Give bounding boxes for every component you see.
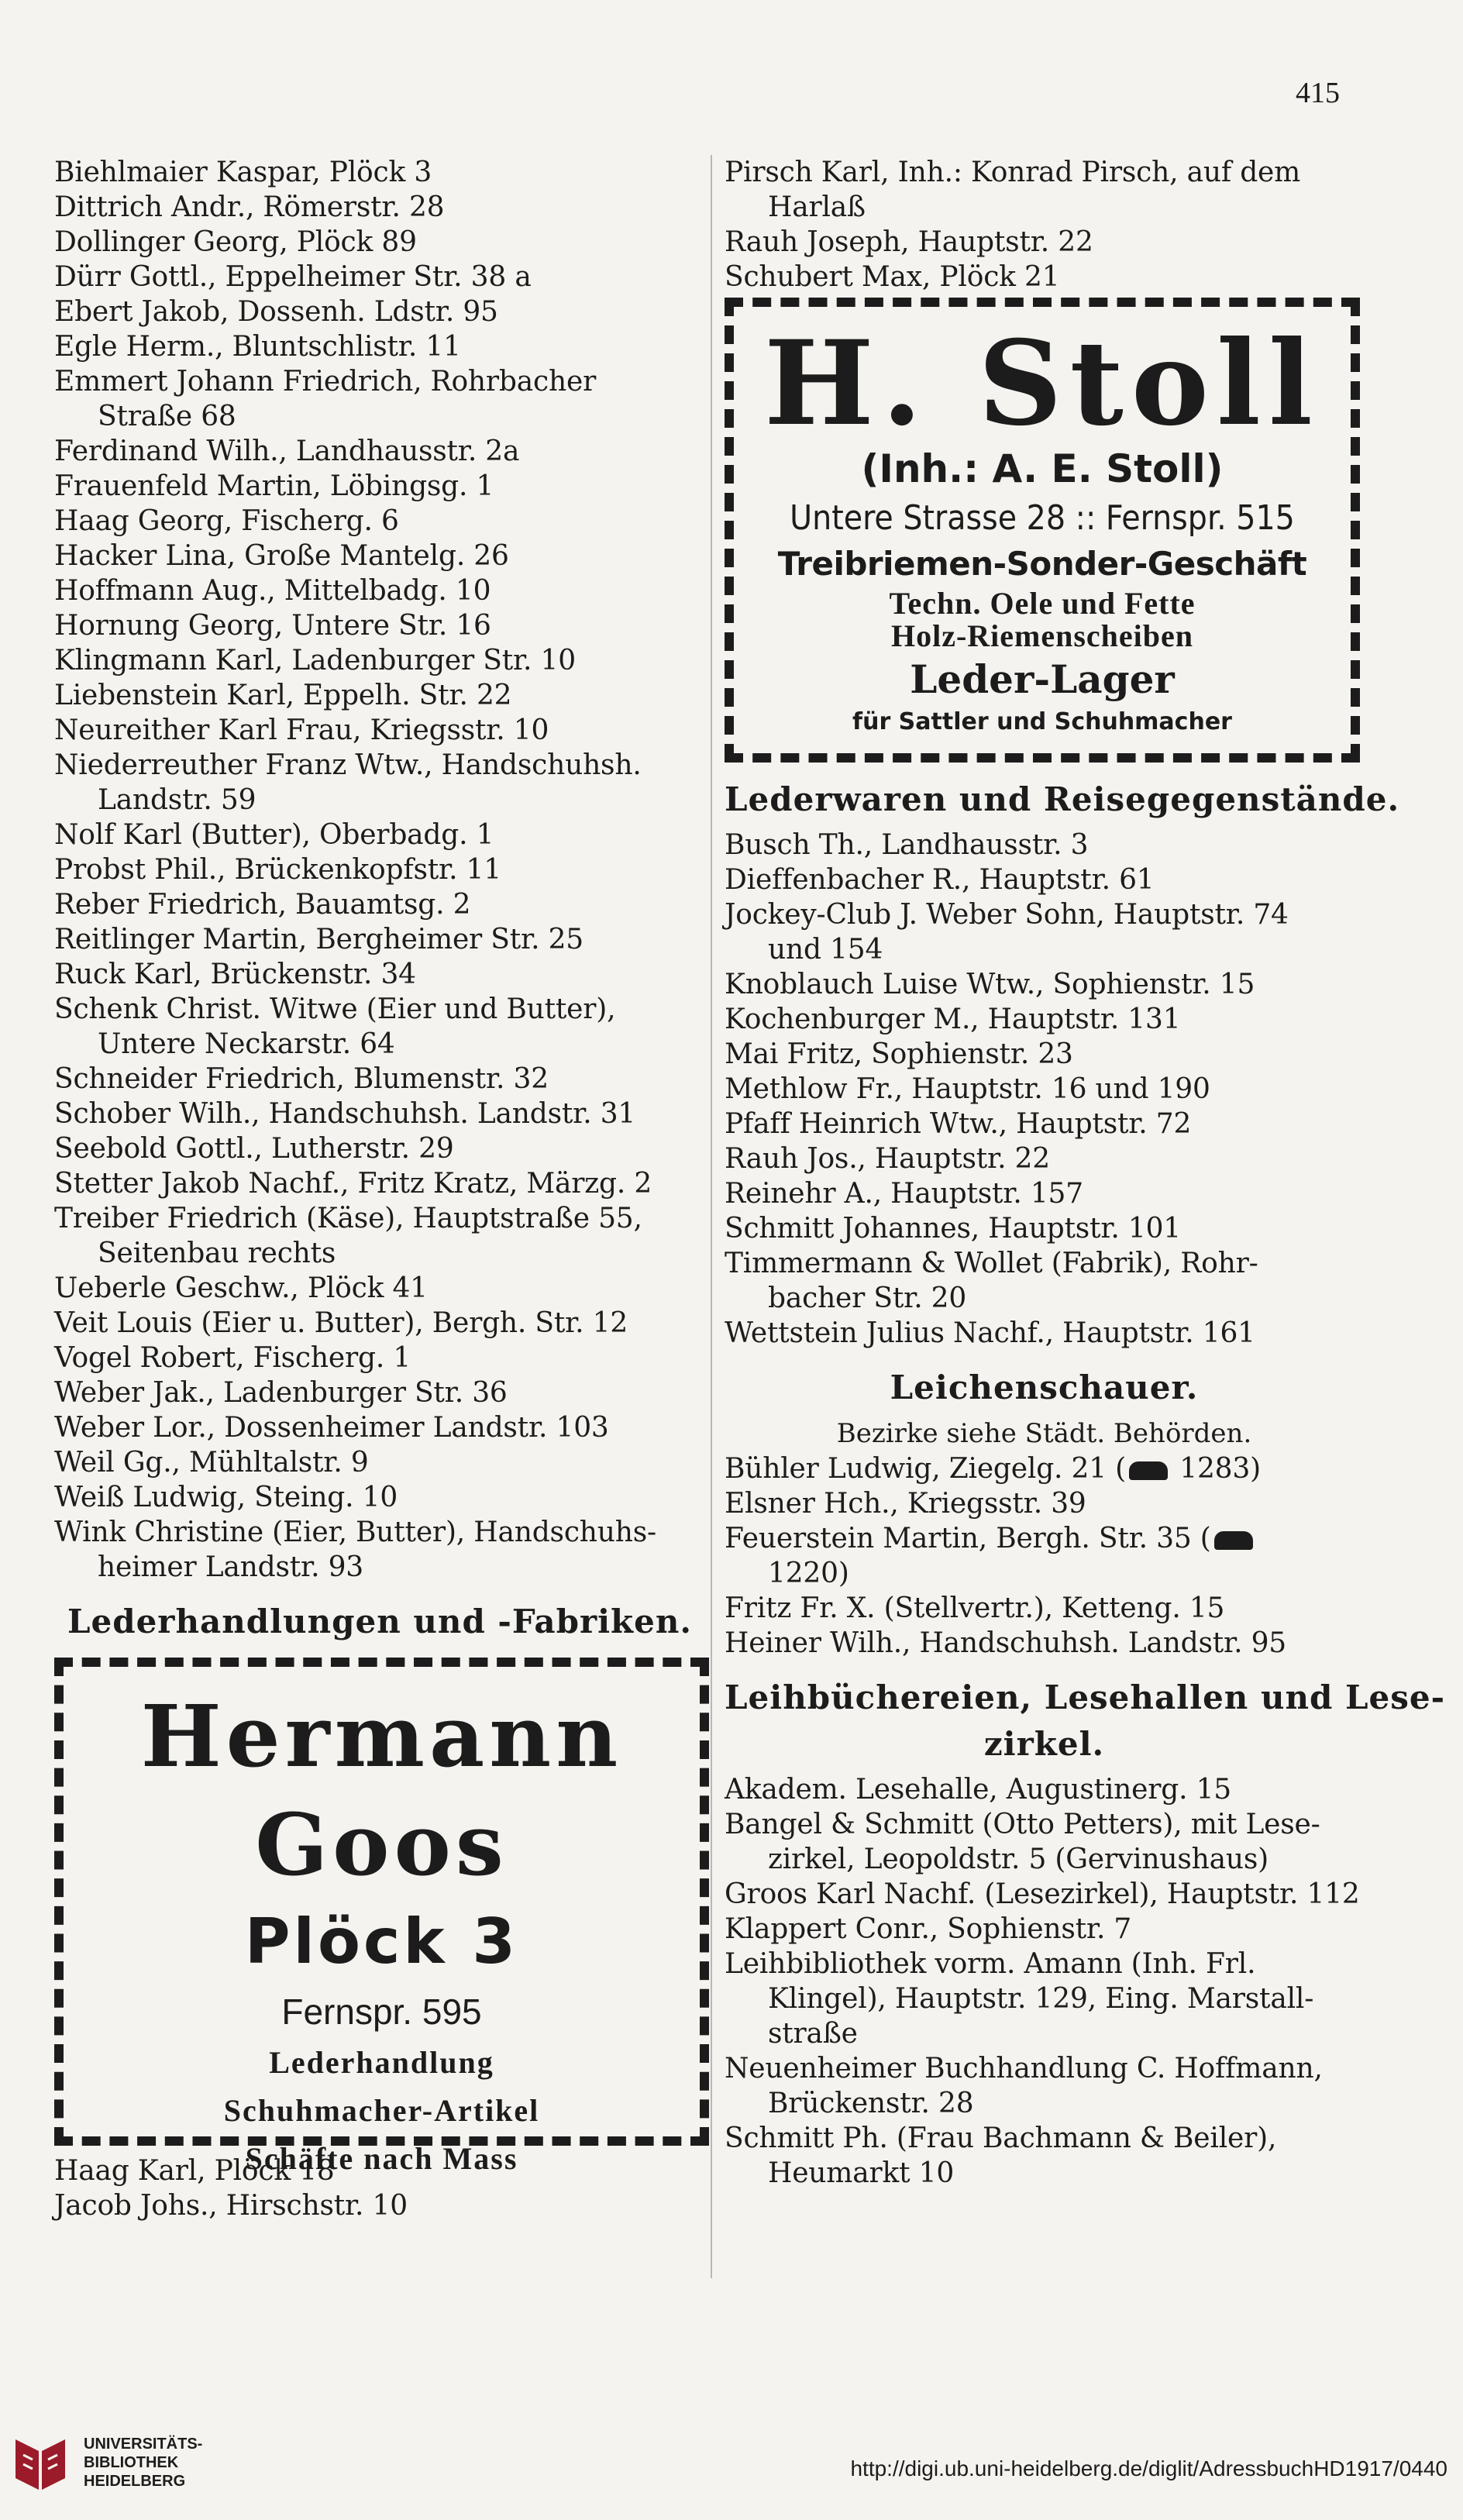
entry-line: Dollinger Georg, Plöck 89 (54, 226, 417, 258)
list-item (54, 992, 705, 1062)
entry-line: Pirsch Karl, Inh.: Konrad Pirsch, auf dem (725, 157, 1301, 188)
entry-line: Ruck Karl, Brückenstr. 34 (54, 959, 416, 990)
list-item (725, 1246, 1364, 1316)
list-item (54, 2188, 705, 2223)
list-item (725, 1521, 1364, 1591)
ad-stoll-goods2: Holz-Riemenscheiben (890, 618, 1194, 653)
list-item (54, 922, 705, 957)
entry-continuation: 1220) (768, 1558, 849, 1589)
entry-line: Ebert Jakob, Dossenh. Ldstr. 95 (54, 296, 498, 328)
telephone-icon (1129, 1461, 1168, 1480)
entry-line: Reinehr A., Hauptstr. 157 (725, 1178, 1083, 1210)
entry-line (725, 1591, 1364, 1626)
list-item (54, 852, 705, 887)
entry-continuation: Straße 68 (98, 401, 236, 432)
logo-line-3: HEIDELBERG (84, 2473, 186, 2490)
telephone-icon (1214, 1531, 1253, 1550)
entry-line: Niederreuther Franz Wtw., Handschuhsh. (54, 749, 642, 781)
list-item (54, 573, 705, 608)
list-item (725, 2121, 1364, 2191)
entry-line: Hacker Lina, Große Mantelg. 26 (54, 540, 509, 572)
leichenschauer-list (725, 1451, 1364, 1661)
list-item (725, 155, 1364, 225)
ad-stoll-owner: (Inh.: A. E. Stoll) (861, 446, 1224, 491)
right-column (725, 155, 1446, 2191)
list-item (54, 294, 705, 329)
entry-continuation: Klingel), Hauptstr. 129, Eing. Marstall- (768, 1983, 1314, 2015)
list-item (725, 1141, 1364, 1176)
entry-line: Rauh Joseph, Hauptstr. 22 (725, 226, 1093, 258)
list-item (725, 1947, 1364, 2051)
entry-line: Wettstein Julius Nachf., Hauptstr. 161 (725, 1317, 1255, 1349)
entry-line: Methlow Fr., Hauptstr. 16 und 190 (725, 1073, 1210, 1105)
list-item (725, 967, 1364, 1002)
page-number: 415 (1296, 77, 1340, 109)
list-item (54, 1445, 705, 1480)
ad-goos-street: Plöck 3 (244, 1905, 519, 1978)
ad-stoll-goods1: Techn. Oele und Fette (889, 586, 1196, 621)
entry-line (725, 1521, 1364, 1556)
entry-line: Seebold Gottl., Lutherstr. 29 (54, 1133, 454, 1165)
entry-text: Bühler Ludwig, Ziegelg. 21 ( (725, 1453, 1127, 1485)
library-logo-text (84, 2435, 202, 2491)
list-item (725, 1486, 1364, 1521)
list-item (725, 2051, 1364, 2121)
list-item (725, 260, 1364, 294)
list-item (725, 1316, 1364, 1351)
entry-line: Rauh Jos., Hauptstr. 22 (725, 1143, 1050, 1175)
entry-line: Schneider Friedrich, Blumenstr. 32 (54, 1063, 549, 1095)
list-item (54, 608, 705, 643)
entry-line: Schmitt Johannes, Hauptstr. 101 (725, 1213, 1181, 1245)
list-item (54, 1271, 705, 1306)
entry-line: Neuenheimer Buchhandlung C. Hoffmann, (725, 2053, 1323, 2085)
entry-line: Reber Friedrich, Bauamtsg. 2 (54, 889, 471, 921)
list-item (54, 748, 705, 818)
heading-leih-line1: Leihbüchereien, Lesehallen und Lese- (725, 1678, 1446, 1716)
entry-line: Biehlmaier Kaspar, Plöck 3 (54, 157, 432, 188)
entry-line: Schenk Christ. Witwe (Eier und Butter), (54, 993, 616, 1025)
list-item (725, 1107, 1364, 1141)
entry-line: Reitlinger Martin, Bergheimer Str. 25 (54, 924, 583, 955)
entry-line (725, 1486, 1364, 1521)
entry-line: Jockey-Club J. Weber Sohn, Hauptstr. 74 (725, 899, 1289, 931)
entry-line: Liebenstein Karl, Eppelh. Str. 22 (54, 680, 512, 711)
subnote-leichenschauer: Bezirke siehe Städt. Behörden. (836, 1418, 1252, 1449)
entry-line: Pfaff Heinrich Wtw., Hauptstr. 72 (725, 1108, 1192, 1140)
list-item (54, 1341, 705, 1375)
list-item (54, 190, 705, 225)
list-item (54, 155, 705, 190)
ad-goos-name: Hermann Goos (140, 1686, 623, 1895)
list-item (725, 1772, 1364, 1807)
list-item (54, 434, 705, 469)
entry-continuation: Landstr. 59 (98, 784, 256, 816)
list-item (725, 828, 1364, 862)
list-item (54, 504, 705, 539)
list-item (54, 887, 705, 922)
list-item (54, 539, 705, 573)
list-item (54, 713, 705, 748)
entry-line: Leihbibliothek vorm. Amann (Inh. Frl. (725, 1948, 1256, 1980)
advertisement-stoll (725, 298, 1360, 763)
list-item (725, 1211, 1364, 1246)
entry-line: Dieffenbacher R., Hauptstr. 61 (725, 864, 1155, 896)
entry-line: Frauenfeld Martin, Löbingsg. 1 (54, 470, 494, 502)
logo-line-1: UNIVERSITÄTS- (84, 2436, 203, 2453)
lederwaren-list (725, 828, 1364, 1351)
heading-lederhandlungen: Lederhandlungen und -Fabriken. (67, 1603, 693, 1640)
entry-line: Emmert Johann Friedrich, Rohrbacher (54, 366, 597, 398)
entry-line: Wink Christine (Eier, Butter), Handschuhs- (54, 1516, 656, 1548)
entry-line: Kochenburger M., Hauptstr. 131 (725, 1004, 1181, 1035)
ad-stoll-name: H. Stoll (764, 315, 1320, 452)
entry-line: Jacob Johs., Hirschstr. 10 (54, 2190, 408, 2222)
entry-line: Klappert Conr., Sophienstr. 7 (725, 1913, 1132, 1945)
list-item (54, 1096, 705, 1131)
list-item (54, 643, 705, 678)
left-entry-list (54, 155, 705, 1585)
entry-line: Akadem. Lesehalle, Augustinerg. 15 (725, 1774, 1232, 1806)
heading-leihbuechereien (725, 1675, 1446, 1768)
entry-line: Ueberle Geschw., Plöck 41 (54, 1272, 428, 1304)
entry-text: Heiner Wilh., Handschuhsh. Landstr. 95 (725, 1627, 1286, 1659)
entry-line: Hornung Georg, Untere Str. 16 (54, 610, 491, 642)
entry-phone-number: 1283) (1171, 1453, 1261, 1485)
ad-stoll-fuer: für Sattler und Schuhmacher (852, 708, 1232, 735)
entry-continuation: Harlaß (768, 191, 866, 223)
entry-line: Vogel Robert, Fischerg. 1 (54, 1342, 411, 1374)
entry-line: Klingmann Karl, Ladenburger Str. 10 (54, 645, 576, 676)
ad-goos-line2: Schuhmacher-Artikel (223, 2093, 540, 2128)
list-item (54, 1131, 705, 1166)
list-item (54, 957, 705, 992)
list-item (54, 1166, 705, 1201)
entry-continuation: Heumarkt 10 (768, 2157, 955, 2189)
list-item (725, 1002, 1364, 1037)
ad-goos-line1: Lederhandlung (269, 2045, 494, 2080)
entry-continuation: Untere Neckarstr. 64 (98, 1028, 395, 1060)
entry-line: Groos Karl Nachf. (Lesezirkel), Hauptstr. 112 (725, 1878, 1360, 1910)
list-item (725, 1912, 1364, 1947)
entry-line: Haag Karl, Plöck 18 (54, 2155, 335, 2187)
footer (0, 2425, 1463, 2511)
list-item (54, 818, 705, 852)
entry-line: Bangel & Schmitt (Otto Petters), mit Lese- (725, 1809, 1320, 1840)
logo-line-2: BIBLIOTHEK (84, 2454, 179, 2471)
list-item (725, 862, 1364, 897)
ad-stoll-leder: Leder-Lager (910, 656, 1175, 702)
entry-text: Fritz Fr. X. (Stellvertr.), Ketteng. 15 (725, 1592, 1225, 1624)
heading-leih-line2: zirkel. (983, 1725, 1105, 1763)
entry-line: Neureither Karl Frau, Kriegsstr. 10 (54, 714, 549, 746)
list-item (54, 260, 705, 294)
entry-line: Treiber Friedrich (Käse), Hauptstraße 55, (54, 1203, 642, 1234)
entry-line: Veit Louis (Eier u. Butter), Bergh. Str. 12 (54, 1307, 628, 1339)
list-item (725, 897, 1364, 967)
entry-text: Elsner Hch., Kriegsstr. 39 (725, 1488, 1086, 1520)
list-item (54, 1201, 705, 1271)
list-item (725, 1807, 1364, 1877)
list-item (725, 1176, 1364, 1211)
entry-line: Schober Wilh., Handschuhsh. Landstr. 31 (54, 1098, 636, 1130)
list-item (725, 1072, 1364, 1107)
ad-goos-line3: Schäfte nach Mass (245, 2141, 518, 2176)
entry-line: Knoblauch Luise Wtw., Sophienstr. 15 (725, 969, 1255, 1000)
list-item (54, 329, 705, 364)
entry-line: Hoffmann Aug., Mittelbadg. 10 (54, 575, 491, 607)
entry-line: Ferdinand Wilh., Landhausstr. 2a (54, 435, 520, 467)
entry-continuation: bacher Str. 20 (768, 1282, 967, 1314)
entry-line: Weiß Ludwig, Steing. 10 (54, 1482, 398, 1513)
column-divider (711, 155, 712, 2278)
list-item (725, 1591, 1364, 1626)
entry-continuation: straße (768, 2018, 858, 2050)
list-item (54, 1062, 705, 1096)
entry-line: Dürr Gottl., Eppelheimer Str. 38 a (54, 261, 532, 293)
list-item (725, 1451, 1364, 1486)
entry-continuation: und 154 (768, 934, 883, 966)
leihbuechereien-list (725, 1772, 1364, 2191)
entry-line: Haag Georg, Fischerg. 6 (54, 505, 399, 537)
entry-text: Feuerstein Martin, Bergh. Str. 35 ( (725, 1523, 1211, 1554)
list-item (725, 1877, 1364, 1912)
entry-line: Weil Gg., Mühltalstr. 9 (54, 1447, 369, 1479)
entry-line: Nolf Karl (Butter), Oberbadg. 1 (54, 819, 494, 851)
ad-stoll-address: Untere Strasse 28 :: Fernspr. 515 (790, 498, 1295, 538)
entry-line: Busch Th., Landhausstr. 3 (725, 829, 1089, 861)
ad-goos-phone: Fernspr. 595 (281, 1992, 482, 2032)
entry-line: Schubert Max, Plöck 21 (725, 261, 1060, 293)
list-item (54, 1480, 705, 1515)
ad-stoll-kind: Treibriemen-Sonder-Geschäft (777, 545, 1307, 583)
entry-line: Weber Lor., Dossenheimer Landstr. 103 (54, 1412, 609, 1444)
entry-line: Timmermann & Wollet (Fabrik), Rohr- (725, 1248, 1258, 1279)
list-item (725, 1626, 1364, 1661)
heading-leichenschauer: Leichenschauer. (890, 1368, 1199, 1406)
entry-line (725, 1626, 1364, 1661)
entry-line: Weber Jak., Ladenburger Str. 36 (54, 1377, 508, 1409)
library-logo-icon (8, 2432, 71, 2495)
entry-continuation: heimer Landstr. 93 (98, 1551, 363, 1583)
heading-lederwaren: Lederwaren und Reisegegenstände. (725, 780, 1400, 818)
list-item (54, 225, 705, 260)
list-item (54, 1515, 705, 1585)
list-item (725, 1037, 1364, 1072)
left-column (54, 155, 705, 2223)
entry-line: Schmitt Ph. (Frau Bachmann & Beiler), (725, 2122, 1277, 2154)
source-url[interactable]: http://digi.ub.uni-heidelberg.de/diglit/AdressbuchHD1917/0440 (850, 2456, 1448, 2480)
list-item (54, 469, 705, 504)
list-item (54, 364, 705, 434)
list-item (54, 678, 705, 713)
entry-continuation: Seitenbau rechts (98, 1238, 336, 1269)
right-entry-list (725, 155, 1364, 294)
entry-continuation: zirkel, Leopoldstr. 5 (Gervinushaus) (768, 1844, 1269, 1875)
entry-line (725, 1451, 1364, 1486)
entry-line: Egle Herm., Bluntschlistr. 11 (54, 331, 461, 363)
entry-line: Dittrich Andr., Römerstr. 28 (54, 191, 445, 223)
entry-line: Probst Phil., Brückenkopfstr. 11 (54, 854, 501, 886)
entry-line: Mai Fritz, Sophienstr. 23 (725, 1038, 1073, 1070)
list-item (725, 225, 1364, 260)
list-item (54, 1375, 705, 1410)
list-item (54, 1306, 705, 1341)
entry-line: Stetter Jakob Nachf., Fritz Kratz, Märzg. 2 (54, 1168, 652, 1200)
list-item (54, 1410, 705, 1445)
entry-continuation: Brückenstr. 28 (768, 2088, 974, 2119)
